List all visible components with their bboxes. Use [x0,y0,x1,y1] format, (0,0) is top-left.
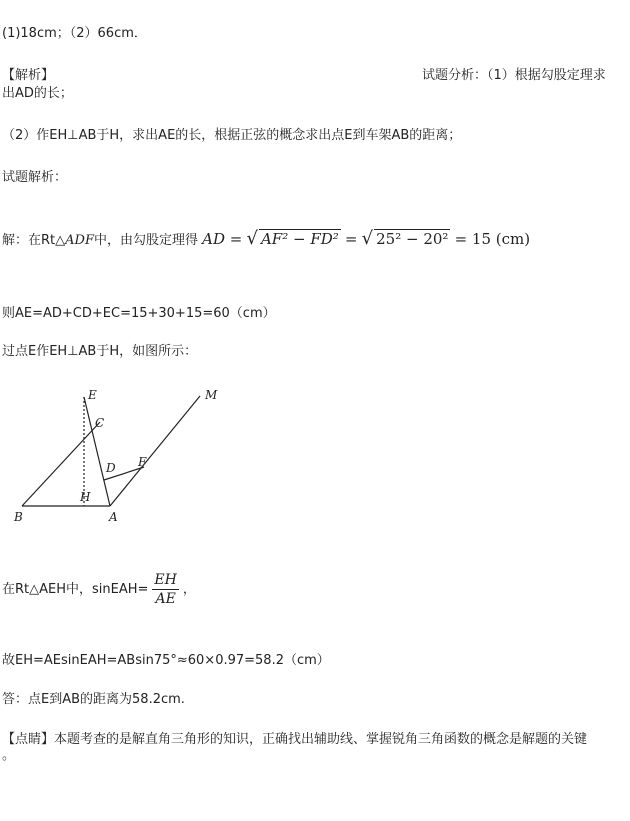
fraction-numerator: EH [154,572,177,588]
geometry-figure [0,378,240,528]
step2-hint: （2）作EH⊥AB于H，求出AE的长，根据正弦的概念求出点E到车架AB的距离； [2,128,462,143]
comment-line-1: 【点睛】本题考查的是解直角三角形的知识，正确找出辅助线、掌握锐角三角函数的概念是解题的关键 [2,732,588,747]
ae-line: 则AE=AD+CD+EC=15+30+15=60（cm） [2,306,276,321]
calc-line: 故EH=AEsinEAH=ABsin75°≈60×0.97=58.2（cm） [2,653,330,668]
label-a: A [109,510,118,524]
radicand-1: AF² − FD² [260,230,339,248]
result-line: 答：点E到AB的距离为58.2cm. [2,692,185,707]
analysis-title: 试题分析：（1）根据勾股定理求 [422,68,606,83]
sqrt-icon: √ [246,228,258,249]
radicand-2: 25² − 20² [376,230,449,248]
sin-line [2,571,196,608]
answer-line: (1)18cm；（2）66cm． [2,26,147,41]
pythagoras-line: 解：在Rt△ADF中，由勾股定理得 AD = √ AF² − FD² = √ 25² − 20² = 15 (cm) [2,228,531,249]
sqrt-icon: √ [361,228,374,249]
formula-lhs: AD = [202,230,243,248]
sin-fraction [152,571,178,608]
fraction-denominator: AE [155,591,176,607]
comment-line-2: 。 [2,748,16,763]
formula-rhs: = 15 (cm) [454,230,531,248]
sin-prefix: 在Rt△AEH中，sinEAH= [2,582,149,597]
segment-am [110,396,200,506]
label-m: M [205,388,218,402]
label-h: H [80,490,91,504]
label-c: C [95,416,105,430]
analysis-continuation: 出AD的长； [2,86,73,101]
label-d: D [106,461,116,475]
triangle-adf: △ADF [55,233,94,248]
eh-construction-line: 过点E作EH⊥AB于H，如图所示： [2,344,198,359]
solution-heading: 试题解析： [2,170,68,185]
label-b: B [14,510,23,524]
label-f: F [138,455,147,469]
label-e: E [88,388,97,402]
sin-suffix: ， [182,582,196,597]
solution-mid: 中，由勾股定理得 [93,233,198,248]
solution-intro: 解：在Rt [2,233,56,248]
analysis-heading: 【解析】 [2,68,55,83]
